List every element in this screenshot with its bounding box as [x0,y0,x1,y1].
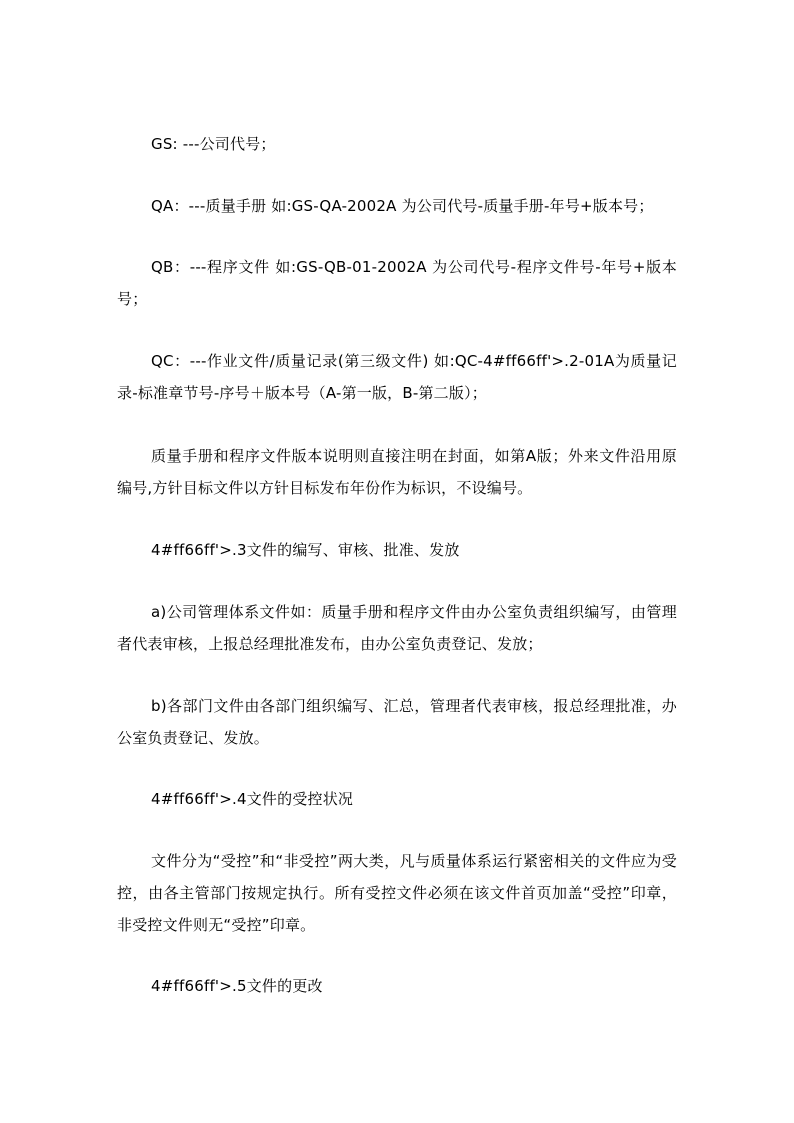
paragraph-item-a: a)公司管理体系文件如：质量手册和程序文件由办公室负责组织编写，由管理者代表审核，上报总经理批准发布，由办公室负责登记、发放； [117,603,677,653]
paragraph-qa-manual: QA：---质量手册 如:GS-QA-2002A 为公司代号-质量手册-年号+版本号； [151,197,654,215]
paragraph-qc-work-docs: QC：---作业文件/质量记录(第三级文件) 如:QC-4#ff66ff'>.2-01A为质量记录-标准章节号-序号＋版本号（A-第一版，B-第二版）； [117,352,677,402]
paragraph-version-notes: 质量手册和程序文件版本说明则直接注明在封面，如第A版；外来文件沿用原编号,方针目标文件以方针目标发布年份作为标识，不设编号。 [117,447,677,497]
paragraph-qb-procedure: QB：---程序文件 如:GS-QB-01-2002A 为公司代号-程序文件号-年号+版本号； [117,258,677,308]
section-heading-4-5: 4#ff66ff'>.5文件的更改 [151,977,323,995]
paragraph-gs-code: GS: ---公司代号； [151,135,276,153]
paragraph-item-b: b)各部门文件由各部门组织编写、汇总，管理者代表审核，报总经理批准，办公室负责登记、发放。 [117,697,677,747]
paragraph-control-status: 文件分为“受控”和“非受控”两大类，凡与质量体系运行紧密相关的文件应为受控，由各主管部门按规定执行。所有受控文件必须在该文件首页加盖“受控”印章，非受控文件则无“受控”印章。 [117,852,677,934]
section-heading-4-3: 4#ff66ff'>.3文件的编写、审核、批准、发放 [151,541,460,559]
section-heading-4-4: 4#ff66ff'>.4文件的受控状况 [151,790,354,808]
